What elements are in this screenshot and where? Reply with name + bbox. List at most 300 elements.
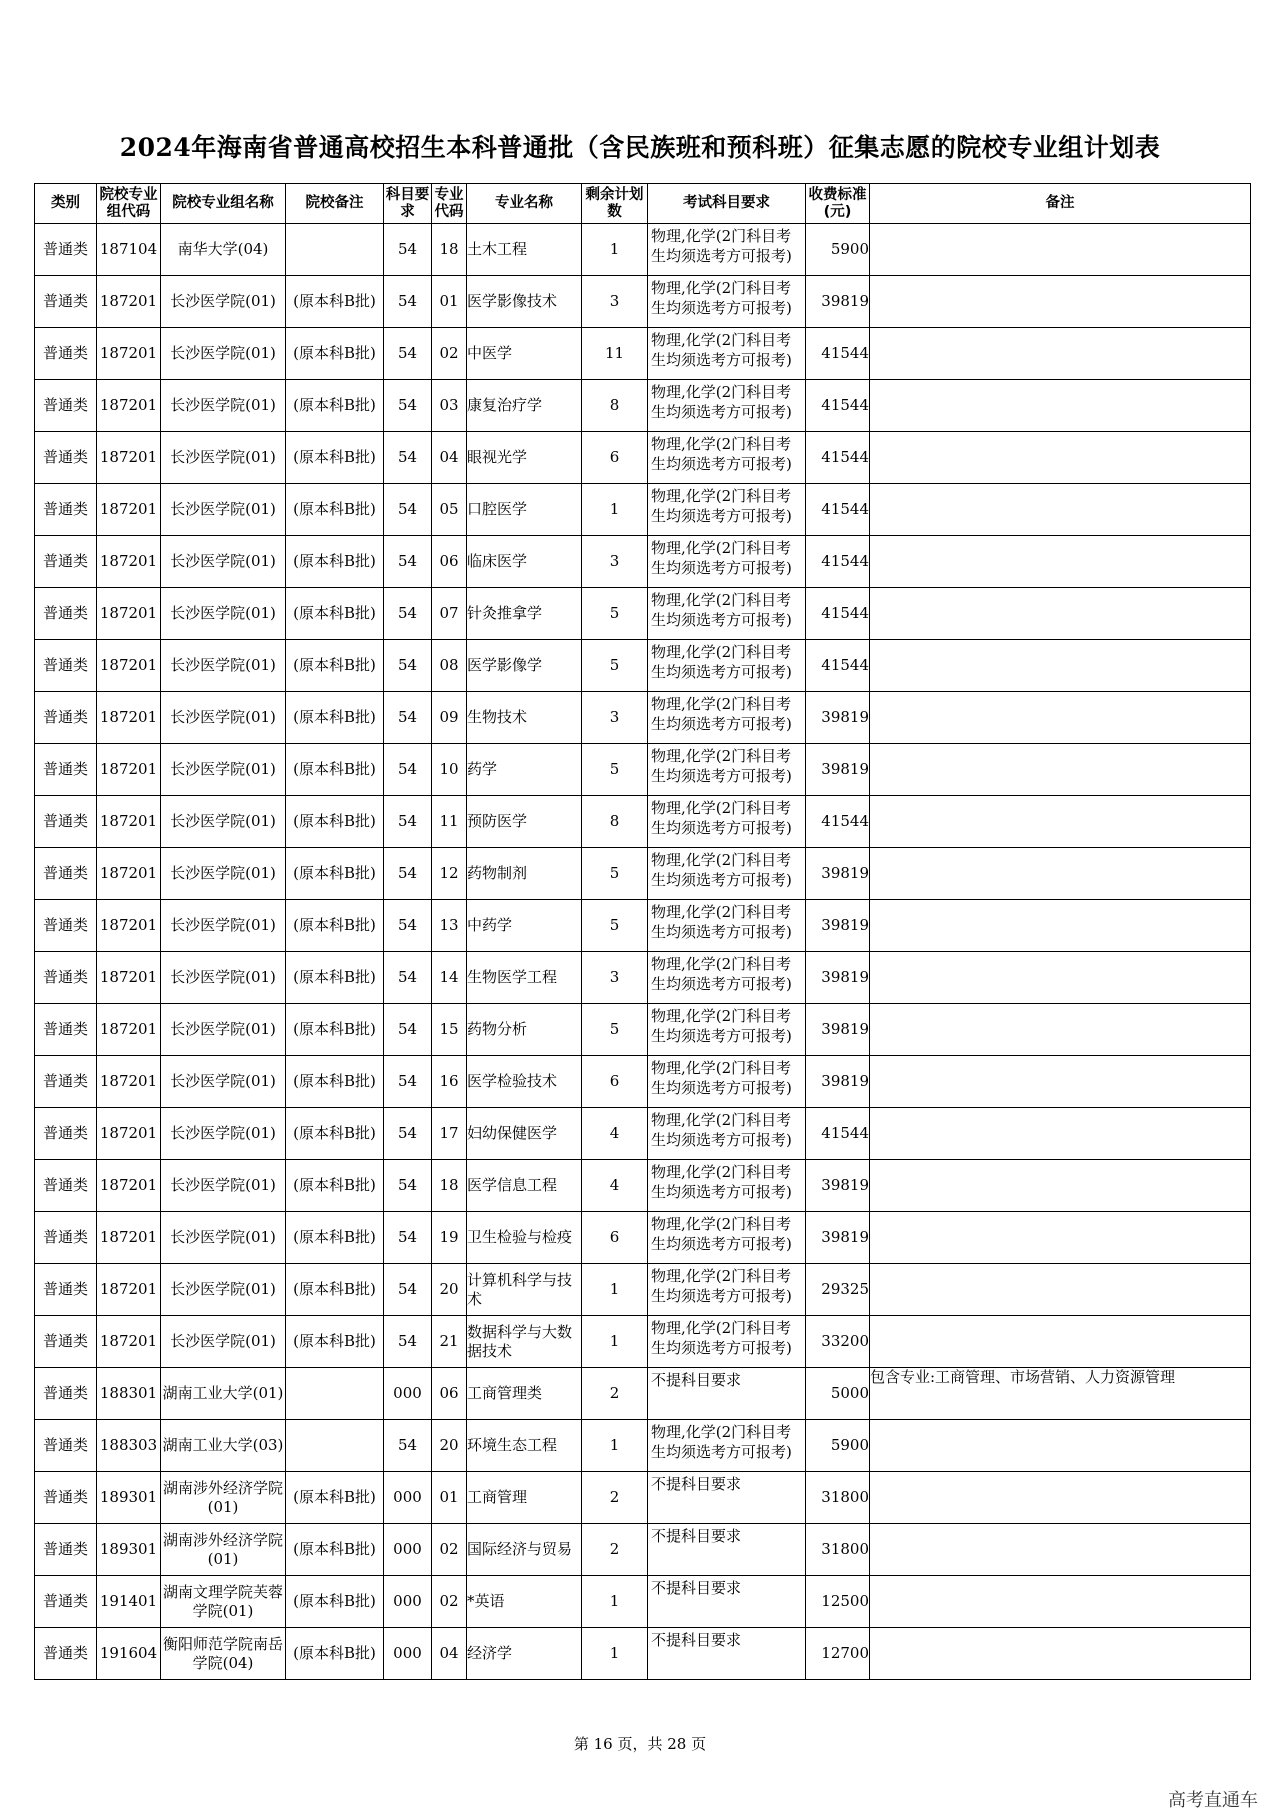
exam-subjects-cell — [648, 640, 806, 692]
category-cell: 普通类 — [35, 1524, 97, 1576]
fee-cell: 39819 — [806, 692, 870, 744]
group-code-cell: 187201 — [97, 1316, 161, 1368]
exam-subjects-cell — [648, 744, 806, 796]
school-note-cell: (原本科B批) — [286, 1524, 384, 1576]
school-note-cell: (原本科B批) — [286, 328, 384, 380]
fee-cell: 29325 — [806, 1264, 870, 1316]
group-code-cell: 187201 — [97, 744, 161, 796]
group-code-cell: 188303 — [97, 1420, 161, 1472]
remaining-plan-cell: 5 — [582, 588, 648, 640]
table-row — [35, 952, 1251, 1004]
table-row — [35, 1576, 1251, 1628]
fee-cell: 39819 — [806, 1056, 870, 1108]
remaining-plan-cell: 5 — [582, 744, 648, 796]
table-row — [35, 848, 1251, 900]
fee-cell: 31800 — [806, 1524, 870, 1576]
group-name-cell: 长沙医学院(01) — [161, 796, 286, 848]
remaining-plan-cell: 8 — [582, 796, 648, 848]
remarks-cell — [870, 588, 1251, 640]
category-cell: 普通类 — [35, 1056, 97, 1108]
exam-subjects-text: 物理,化学(2门科目考生均须选考方可报考) — [651, 1423, 792, 1461]
table-row — [35, 328, 1251, 380]
fee-cell: 41544 — [806, 484, 870, 536]
exam-subjects-cell — [648, 588, 806, 640]
school-note-cell: (原本科B批) — [286, 432, 384, 484]
header-major-name: 专业名称 — [467, 184, 582, 224]
major-code-cell: 01 — [432, 276, 467, 328]
group-code-cell: 187201 — [97, 1108, 161, 1160]
exam-subjects-text: 物理,化学(2门科目考生均须选考方可报考) — [651, 1007, 792, 1045]
school-note-cell: (原本科B批) — [286, 640, 384, 692]
group-name-cell: 长沙医学院(01) — [161, 1004, 286, 1056]
remarks-cell — [870, 380, 1251, 432]
subject-req-cell: 54 — [384, 1212, 432, 1264]
subject-req-cell: 54 — [384, 1264, 432, 1316]
category-cell: 普通类 — [35, 640, 97, 692]
fee-cell: 41544 — [806, 328, 870, 380]
remaining-plan-cell: 6 — [582, 432, 648, 484]
school-note-cell: (原本科B批) — [286, 1472, 384, 1524]
exam-subjects-text: 不提科目要求 — [651, 1579, 742, 1597]
major-code-cell: 18 — [432, 224, 467, 276]
exam-subjects-cell — [648, 1524, 806, 1576]
fee-cell: 5900 — [806, 224, 870, 276]
subject-req-cell: 54 — [384, 952, 432, 1004]
subject-req-cell: 54 — [384, 692, 432, 744]
major-code-cell: 02 — [432, 1576, 467, 1628]
major-code-cell: 16 — [432, 1056, 467, 1108]
subject-req-cell: 54 — [384, 640, 432, 692]
header-group-code: 院校专业组代码 — [97, 184, 161, 224]
remaining-plan-cell: 3 — [582, 692, 648, 744]
exam-subjects-cell — [648, 1316, 806, 1368]
exam-subjects-cell — [648, 224, 806, 276]
major-name-cell: 生物医学工程 — [467, 952, 582, 1004]
exam-subjects-text: 物理,化学(2门科目考生均须选考方可报考) — [651, 383, 792, 421]
major-name-cell: 康复治疗学 — [467, 380, 582, 432]
major-name-cell: 工商管理类 — [467, 1368, 582, 1420]
header-exam-subjects: 考试科目要求 — [648, 184, 806, 224]
remaining-plan-cell: 4 — [582, 1160, 648, 1212]
exam-subjects-cell — [648, 1108, 806, 1160]
fee-cell: 39819 — [806, 1004, 870, 1056]
school-note-cell: (原本科B批) — [286, 744, 384, 796]
subject-req-cell: 54 — [384, 1056, 432, 1108]
header-school-note: 院校备注 — [286, 184, 384, 224]
group-code-cell: 187201 — [97, 588, 161, 640]
remarks-cell — [870, 1108, 1251, 1160]
category-cell: 普通类 — [35, 692, 97, 744]
remarks-cell — [870, 744, 1251, 796]
exam-subjects-cell — [648, 432, 806, 484]
major-code-cell: 13 — [432, 900, 467, 952]
table-body — [35, 224, 1251, 1680]
major-code-cell: 06 — [432, 536, 467, 588]
major-name-cell: 医学影像技术 — [467, 276, 582, 328]
exam-subjects-text: 物理,化学(2门科目考生均须选考方可报考) — [651, 227, 792, 265]
major-name-cell: 药学 — [467, 744, 582, 796]
exam-subjects-text: 物理,化学(2门科目考生均须选考方可报考) — [651, 1319, 792, 1357]
major-name-cell: 医学影像学 — [467, 640, 582, 692]
exam-subjects-cell — [648, 1628, 806, 1680]
remarks-cell — [870, 1316, 1251, 1368]
category-cell: 普通类 — [35, 1264, 97, 1316]
school-note-cell: (原本科B批) — [286, 1004, 384, 1056]
remaining-plan-cell: 1 — [582, 224, 648, 276]
school-note-cell: (原本科B批) — [286, 1056, 384, 1108]
remarks-cell — [870, 1212, 1251, 1264]
group-name-cell: 南华大学(04) — [161, 224, 286, 276]
major-code-cell: 01 — [432, 1472, 467, 1524]
fee-cell: 39819 — [806, 952, 870, 1004]
remarks-cell — [870, 1420, 1251, 1472]
subject-req-cell: 54 — [384, 1004, 432, 1056]
exam-subjects-cell — [648, 1368, 806, 1420]
category-cell: 普通类 — [35, 1420, 97, 1472]
school-note-cell: (原本科B批) — [286, 1576, 384, 1628]
exam-subjects-cell — [648, 328, 806, 380]
subject-req-cell: 000 — [384, 1628, 432, 1680]
major-code-cell: 17 — [432, 1108, 467, 1160]
exam-subjects-text: 物理,化学(2门科目考生均须选考方可报考) — [651, 487, 792, 525]
remaining-plan-cell: 2 — [582, 1472, 648, 1524]
school-note-cell: (原本科B批) — [286, 536, 384, 588]
remarks-cell — [870, 692, 1251, 744]
major-code-cell: 20 — [432, 1264, 467, 1316]
group-name-cell: 长沙医学院(01) — [161, 744, 286, 796]
table-row — [35, 1472, 1251, 1524]
fee-cell: 12700 — [806, 1628, 870, 1680]
major-name-cell: 药物分析 — [467, 1004, 582, 1056]
subject-req-cell: 54 — [384, 1420, 432, 1472]
subject-req-cell: 54 — [384, 588, 432, 640]
subject-req-cell: 54 — [384, 900, 432, 952]
document-title: 2024年海南省普通高校招生本科普通批（含民族班和预科班）征集志愿的院校专业组计划表 — [119, 133, 1161, 162]
group-code-cell: 188301 — [97, 1368, 161, 1420]
group-code-cell: 187201 — [97, 1212, 161, 1264]
table-row — [35, 224, 1251, 276]
table-row — [35, 1108, 1251, 1160]
category-cell: 普通类 — [35, 1576, 97, 1628]
remarks-cell — [870, 1472, 1251, 1524]
major-code-cell: 02 — [432, 1524, 467, 1576]
remarks-cell — [870, 900, 1251, 952]
group-name-cell: 衡阳师范学院南岳学院(04) — [161, 1628, 286, 1680]
category-cell: 普通类 — [35, 1212, 97, 1264]
major-name-cell: 中药学 — [467, 900, 582, 952]
group-name-cell: 湖南工业大学(03) — [161, 1420, 286, 1472]
exam-subjects-text: 物理,化学(2门科目考生均须选考方可报考) — [651, 747, 792, 785]
group-code-cell: 187201 — [97, 328, 161, 380]
table-row — [35, 1056, 1251, 1108]
header-major-code: 专业代码 — [432, 184, 467, 224]
fee-cell: 5900 — [806, 1420, 870, 1472]
school-note-cell: (原本科B批) — [286, 276, 384, 328]
subject-req-cell: 000 — [384, 1576, 432, 1628]
major-name-cell: 卫生检验与检疫 — [467, 1212, 582, 1264]
exam-subjects-text: 物理,化学(2门科目考生均须选考方可报考) — [651, 851, 792, 889]
exam-subjects-text: 物理,化学(2门科目考生均须选考方可报考) — [651, 539, 792, 577]
category-cell: 普通类 — [35, 380, 97, 432]
group-code-cell: 187201 — [97, 692, 161, 744]
remaining-plan-cell: 5 — [582, 640, 648, 692]
table-row — [35, 900, 1251, 952]
remarks-cell — [870, 484, 1251, 536]
fee-cell: 41544 — [806, 1108, 870, 1160]
group-name-cell: 长沙医学院(01) — [161, 432, 286, 484]
exam-subjects-cell — [648, 692, 806, 744]
fee-cell: 39819 — [806, 1160, 870, 1212]
table-row — [35, 1368, 1251, 1420]
remarks-cell — [870, 1160, 1251, 1212]
fee-cell: 31800 — [806, 1472, 870, 1524]
exam-subjects-cell — [648, 380, 806, 432]
school-note-cell: (原本科B批) — [286, 692, 384, 744]
plan-table — [34, 183, 1251, 1680]
group-code-cell: 187104 — [97, 224, 161, 276]
exam-subjects-cell — [648, 484, 806, 536]
group-name-cell: 长沙医学院(01) — [161, 1316, 286, 1368]
group-name-cell: 长沙医学院(01) — [161, 1160, 286, 1212]
school-note-cell: (原本科B批) — [286, 1264, 384, 1316]
subject-req-cell: 000 — [384, 1524, 432, 1576]
category-cell: 普通类 — [35, 952, 97, 1004]
major-code-cell: 14 — [432, 952, 467, 1004]
table-row — [35, 276, 1251, 328]
table-row — [35, 484, 1251, 536]
major-code-cell: 03 — [432, 380, 467, 432]
major-code-cell: 19 — [432, 1212, 467, 1264]
remaining-plan-cell: 5 — [582, 900, 648, 952]
group-code-cell: 187201 — [97, 380, 161, 432]
major-code-cell: 10 — [432, 744, 467, 796]
fee-cell: 39819 — [806, 744, 870, 796]
major-code-cell: 21 — [432, 1316, 467, 1368]
table-row — [35, 1628, 1251, 1680]
fee-cell: 41544 — [806, 588, 870, 640]
group-code-cell: 187201 — [97, 640, 161, 692]
exam-subjects-text: 物理,化学(2门科目考生均须选考方可报考) — [651, 1163, 792, 1201]
remarks-cell — [870, 952, 1251, 1004]
table-row — [35, 1524, 1251, 1576]
exam-subjects-text: 物理,化学(2门科目考生均须选考方可报考) — [651, 1111, 792, 1149]
group-name-cell: 长沙医学院(01) — [161, 848, 286, 900]
remarks-cell — [870, 536, 1251, 588]
fee-cell: 39819 — [806, 1212, 870, 1264]
remaining-plan-cell: 1 — [582, 1264, 648, 1316]
subject-req-cell: 54 — [384, 328, 432, 380]
remarks-cell — [870, 224, 1251, 276]
exam-subjects-cell — [648, 952, 806, 1004]
major-name-cell: 环境生态工程 — [467, 1420, 582, 1472]
group-name-cell: 长沙医学院(01) — [161, 588, 286, 640]
category-cell: 普通类 — [35, 484, 97, 536]
major-code-cell: 05 — [432, 484, 467, 536]
subject-req-cell: 54 — [384, 848, 432, 900]
table-row — [35, 536, 1251, 588]
category-cell: 普通类 — [35, 588, 97, 640]
exam-subjects-text: 物理,化学(2门科目考生均须选考方可报考) — [651, 435, 792, 473]
school-note-cell: (原本科B批) — [286, 796, 384, 848]
remaining-plan-cell: 1 — [582, 1420, 648, 1472]
remaining-plan-cell: 3 — [582, 952, 648, 1004]
exam-subjects-text: 物理,化学(2门科目考生均须选考方可报考) — [651, 1215, 792, 1253]
major-name-cell: 土木工程 — [467, 224, 582, 276]
category-cell: 普通类 — [35, 536, 97, 588]
table-header — [35, 184, 1251, 224]
group-name-cell: 长沙医学院(01) — [161, 692, 286, 744]
subject-req-cell: 54 — [384, 224, 432, 276]
major-code-cell: 02 — [432, 328, 467, 380]
group-name-cell: 长沙医学院(01) — [161, 1056, 286, 1108]
table-row — [35, 1212, 1251, 1264]
exam-subjects-text: 物理,化学(2门科目考生均须选考方可报考) — [651, 903, 792, 941]
category-cell: 普通类 — [35, 796, 97, 848]
group-name-cell: 长沙医学院(01) — [161, 1264, 286, 1316]
category-cell: 普通类 — [35, 432, 97, 484]
category-cell: 普通类 — [35, 744, 97, 796]
group-name-cell: 长沙医学院(01) — [161, 276, 286, 328]
group-code-cell: 191604 — [97, 1628, 161, 1680]
group-code-cell: 187201 — [97, 276, 161, 328]
major-code-cell: 08 — [432, 640, 467, 692]
exam-subjects-text: 物理,化学(2门科目考生均须选考方可报考) — [651, 695, 792, 733]
subject-req-cell: 000 — [384, 1368, 432, 1420]
remaining-plan-cell: 4 — [582, 1108, 648, 1160]
fee-cell: 5000 — [806, 1368, 870, 1420]
school-note-cell: (原本科B批) — [286, 484, 384, 536]
remaining-plan-cell: 1 — [582, 1576, 648, 1628]
subject-req-cell: 54 — [384, 1108, 432, 1160]
table-row — [35, 640, 1251, 692]
header-remarks: 备注 — [870, 184, 1251, 224]
group-code-cell: 187201 — [97, 484, 161, 536]
category-cell: 普通类 — [35, 1108, 97, 1160]
exam-subjects-cell — [648, 536, 806, 588]
major-name-cell: 预防医学 — [467, 796, 582, 848]
subject-req-cell: 54 — [384, 796, 432, 848]
subject-req-cell: 54 — [384, 380, 432, 432]
subject-req-cell: 54 — [384, 1316, 432, 1368]
category-cell: 普通类 — [35, 900, 97, 952]
exam-subjects-cell — [648, 276, 806, 328]
school-note-cell: (原本科B批) — [286, 952, 384, 1004]
major-name-cell: 妇幼保健医学 — [467, 1108, 582, 1160]
major-code-cell: 12 — [432, 848, 467, 900]
major-name-cell: 医学信息工程 — [467, 1160, 582, 1212]
category-cell: 普通类 — [35, 1472, 97, 1524]
group-name-cell: 长沙医学院(01) — [161, 1108, 286, 1160]
major-name-cell: 工商管理 — [467, 1472, 582, 1524]
subject-req-cell: 54 — [384, 432, 432, 484]
exam-subjects-cell — [648, 1212, 806, 1264]
remarks-cell — [870, 328, 1251, 380]
fee-cell: 39819 — [806, 848, 870, 900]
remaining-plan-cell: 8 — [582, 380, 648, 432]
table-row — [35, 796, 1251, 848]
category-cell: 普通类 — [35, 1628, 97, 1680]
major-code-cell: 20 — [432, 1420, 467, 1472]
subject-req-cell: 54 — [384, 744, 432, 796]
school-note-cell: (原本科B批) — [286, 380, 384, 432]
remarks-cell: 包含专业:工商管理、市场营销、人力资源管理 — [870, 1368, 1251, 1420]
exam-subjects-text: 物理,化学(2门科目考生均须选考方可报考) — [651, 279, 792, 317]
fee-cell: 33200 — [806, 1316, 870, 1368]
group-code-cell: 191401 — [97, 1576, 161, 1628]
exam-subjects-text: 物理,化学(2门科目考生均须选考方可报考) — [651, 643, 792, 681]
subject-req-cell: 54 — [384, 484, 432, 536]
remarks-cell — [870, 796, 1251, 848]
remarks-cell — [870, 1576, 1251, 1628]
remarks-cell — [870, 432, 1251, 484]
exam-subjects-text: 不提科目要求 — [651, 1371, 742, 1389]
table-row — [35, 1316, 1251, 1368]
category-cell: 普通类 — [35, 1004, 97, 1056]
major-code-cell: 09 — [432, 692, 467, 744]
group-name-cell: 湖南涉外经济学院(01) — [161, 1472, 286, 1524]
remaining-plan-cell: 3 — [582, 536, 648, 588]
category-cell: 普通类 — [35, 276, 97, 328]
header-remaining-plan: 剩余计划数 — [582, 184, 648, 224]
group-name-cell: 长沙医学院(01) — [161, 328, 286, 380]
remarks-cell — [870, 1628, 1251, 1680]
group-code-cell: 187201 — [97, 1264, 161, 1316]
group-code-cell: 189301 — [97, 1524, 161, 1576]
school-note-cell — [286, 1368, 384, 1420]
group-name-cell: 湖南涉外经济学院(01) — [161, 1524, 286, 1576]
fee-cell: 41544 — [806, 640, 870, 692]
header-group-name: 院校专业组名称 — [161, 184, 286, 224]
major-name-cell: 口腔医学 — [467, 484, 582, 536]
remaining-plan-cell: 6 — [582, 1212, 648, 1264]
subject-req-cell: 54 — [384, 276, 432, 328]
school-note-cell: (原本科B批) — [286, 848, 384, 900]
school-note-cell: (原本科B批) — [286, 1628, 384, 1680]
remaining-plan-cell: 1 — [582, 1316, 648, 1368]
exam-subjects-cell — [648, 900, 806, 952]
school-note-cell: (原本科B批) — [286, 1212, 384, 1264]
table-row — [35, 1160, 1251, 1212]
major-name-cell: 眼视光学 — [467, 432, 582, 484]
category-cell: 普通类 — [35, 224, 97, 276]
exam-subjects-text: 不提科目要求 — [651, 1475, 742, 1493]
major-code-cell: 15 — [432, 1004, 467, 1056]
category-cell: 普通类 — [35, 848, 97, 900]
school-note-cell: (原本科B批) — [286, 1316, 384, 1368]
exam-subjects-text: 不提科目要求 — [651, 1631, 742, 1649]
major-code-cell: 04 — [432, 1628, 467, 1680]
page-number: 第 16 页，共 28 页 — [573, 1735, 707, 1753]
group-name-cell: 湖南工业大学(01) — [161, 1368, 286, 1420]
exam-subjects-cell — [648, 1420, 806, 1472]
fee-cell: 41544 — [806, 796, 870, 848]
header-category: 类别 — [35, 184, 97, 224]
exam-subjects-cell — [648, 796, 806, 848]
remaining-plan-cell: 5 — [582, 848, 648, 900]
major-name-cell: *英语 — [467, 1576, 582, 1628]
remarks-cell — [870, 1004, 1251, 1056]
remaining-plan-cell: 2 — [582, 1524, 648, 1576]
category-cell: 普通类 — [35, 328, 97, 380]
major-name-cell: 经济学 — [467, 1628, 582, 1680]
remaining-plan-cell: 1 — [582, 1628, 648, 1680]
major-name-cell: 临床医学 — [467, 536, 582, 588]
header-subject-req: 科目要求 — [384, 184, 432, 224]
remaining-plan-cell: 3 — [582, 276, 648, 328]
major-name-cell: 针灸推拿学 — [467, 588, 582, 640]
remarks-cell — [870, 1524, 1251, 1576]
group-code-cell: 189301 — [97, 1472, 161, 1524]
